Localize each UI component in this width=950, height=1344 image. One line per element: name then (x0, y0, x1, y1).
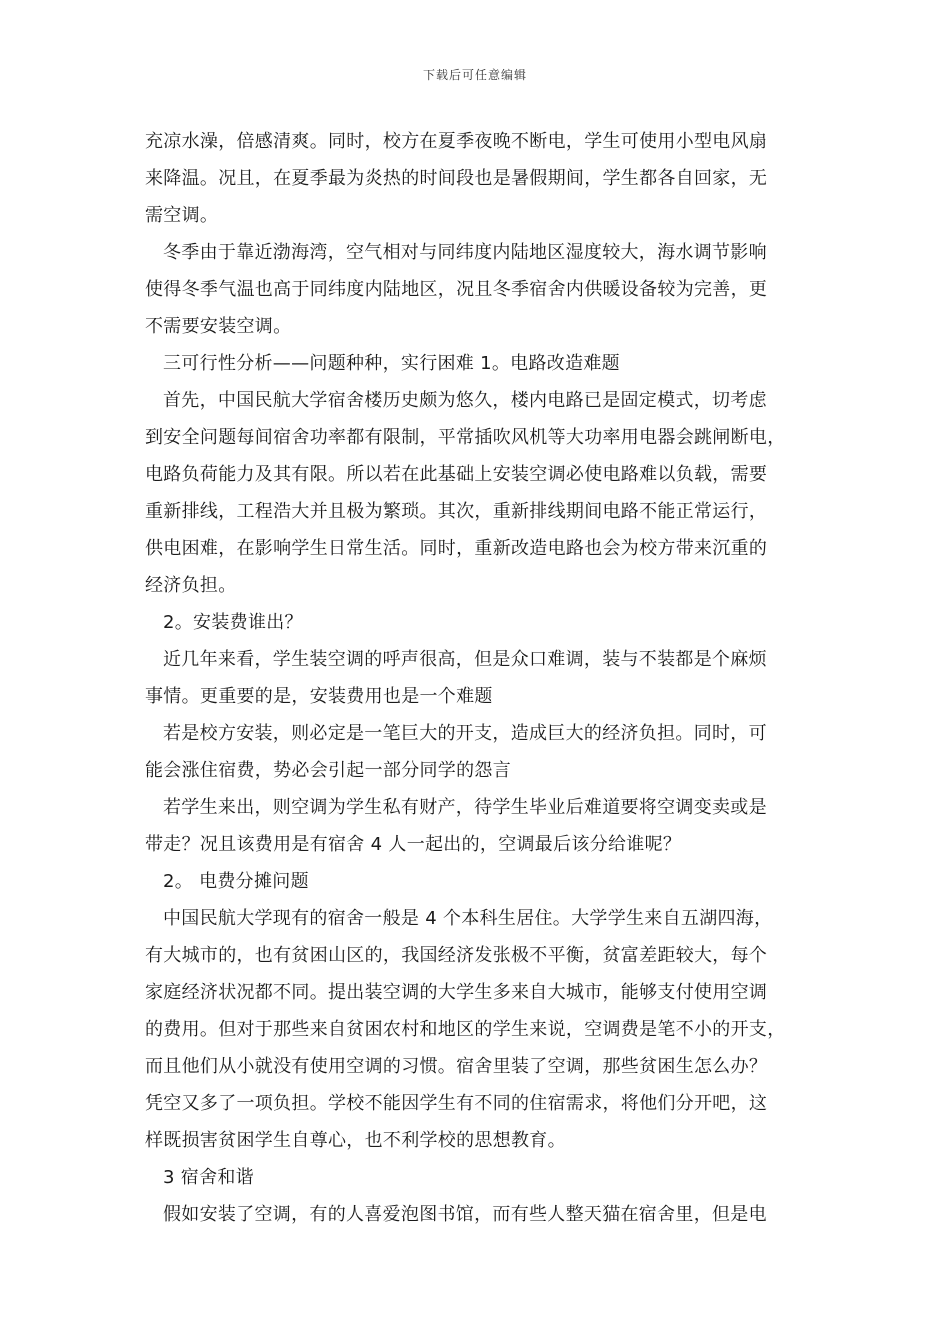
text-line: 而且他们从小就没有使用空调的习惯。宿舍里装了空调，那些贫困生怎么办？ (145, 1056, 768, 1077)
text-line: 有大城市的，也有贫困山区的，我国经济发张极不平衡，贫富差距较大，每个 (145, 945, 768, 966)
text-line: 三可行性分析——问题种种，实行困难 1。电路改造难题 (163, 353, 620, 374)
text-line: 不需要安装空调。 (145, 316, 292, 337)
text-line: 使得冬季气温也高于同纬度内陆地区，况且冬季宿舍内供暖设备较为完善，更 (145, 279, 768, 300)
text-line: 到安全问题每间宿舍功率都有限制，平常插吹风机等大功率用电器会跳闸断电， (145, 427, 786, 448)
text-line: 充凉水澡，倍感清爽。同时，校方在夏季夜晚不断电，学生可使用小型电风扇 (145, 131, 768, 152)
text-line: 近几年来看，学生装空调的呼声很高，但是众口难调，装与不装都是个麻烦 (163, 649, 767, 670)
page-header: 下载后可任意编辑 (422, 68, 527, 82)
text-line: 2。安装费谁出？ (163, 612, 303, 633)
text-line: 若学生来出，则空调为学生私有财产，待学生毕业后难道要将空调变卖或是 (163, 797, 767, 818)
text-line: 2。 电费分摊问题 (163, 871, 309, 892)
text-line: 中国民航大学现有的宿舍一般是 4 个本科生居住。大学学生来自五湖四海， (163, 908, 773, 929)
text-line: 事情。更重要的是，安装费用也是一个难题 (145, 686, 493, 707)
text-line: 假如安装了空调，有的人喜爱泡图书馆，而有些人整天猫在宿舍里，但是电 (163, 1204, 767, 1225)
text-line: 凭空又多了一项负担。学校不能因学生有不同的住宿需求，将他们分开吧，这 (145, 1093, 768, 1114)
text-line: 供电困难，在影响学生日常生活。同时，重新改造电路也会为校方带来沉重的 (145, 538, 768, 559)
text-line: 样既损害贫困学生自尊心，也不利学校的思想教育。 (145, 1130, 566, 1151)
text-line: 冬季由于靠近渤海湾，空气相对与同纬度内陆地区湿度较大，海水调节影响 (163, 242, 767, 263)
text-line: 带走？况且该费用是有宿舍 4 人一起出的，空调最后该分给谁呢？ (145, 834, 682, 855)
document-body (145, 123, 825, 1233)
text-line: 3 宿舍和谐 (163, 1167, 254, 1188)
text-line: 电路负荷能力及其有限。所以若在此基础上安装空调必使电路难以负载，需要 (145, 464, 768, 485)
text-line: 来降温。况且，在夏季最为炎热的时间段也是暑假期间，学生都各自回家，无 (145, 168, 768, 189)
text-line: 需空调。 (145, 205, 219, 226)
text-line: 家庭经济状况都不同。提出装空调的大学生多来自大城市，能够支付使用空调 (145, 982, 768, 1003)
text-line: 若是校方安装，则必定是一笔巨大的开支，造成巨大的经济负担。同时，可 (163, 723, 767, 744)
text-line: 能会涨住宿费，势必会引起一部分同学的怨言 (145, 760, 511, 781)
text-line: 经济负担。 (145, 575, 237, 596)
text-line: 首先，中国民航大学宿舍楼历史颇为悠久，楼内电路已是固定模式，切考虑 (163, 390, 767, 411)
text-line: 重新排线，工程浩大并且极为繁琐。其次，重新排线期间电路不能正常运行， (145, 501, 768, 522)
text-line: 的费用。但对于那些来自贫困农村和地区的学生来说，空调费是笔不小的开支， (145, 1019, 786, 1040)
